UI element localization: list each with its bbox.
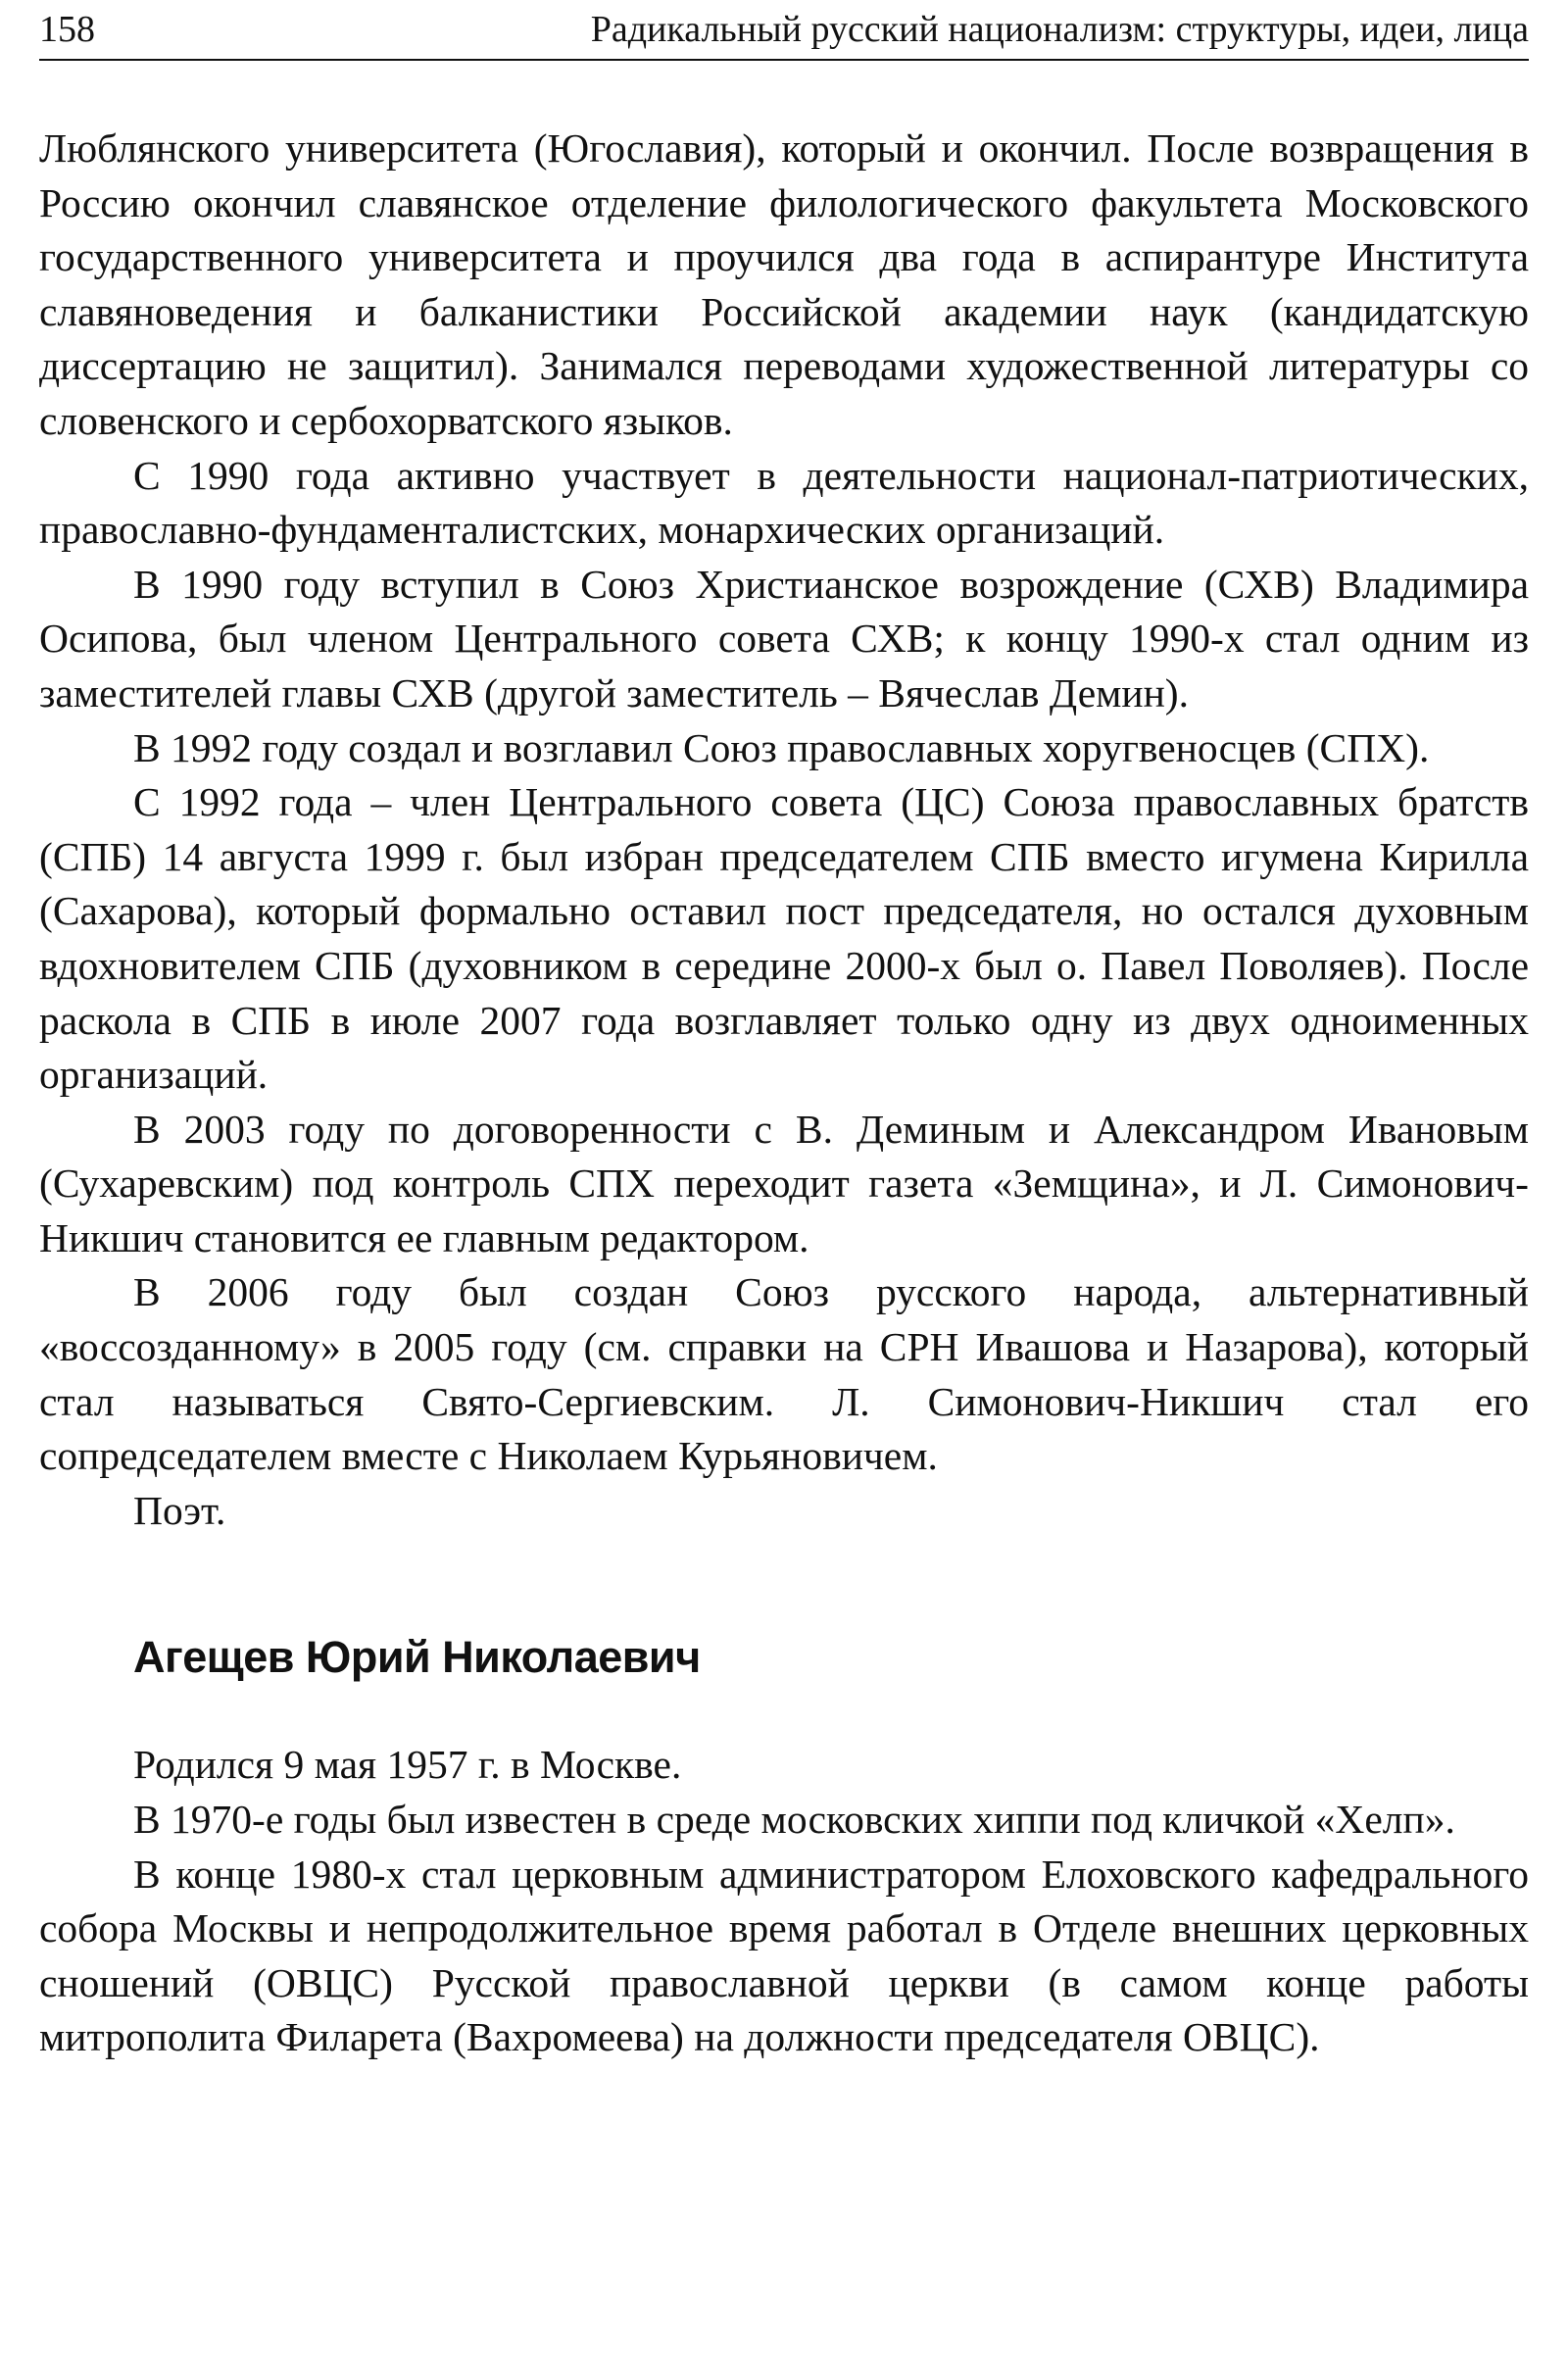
paragraph: В 1970-е годы был известен в среде московских хиппи под кличкой «Хелп». [133, 1797, 1455, 1843]
page-number: 158 [39, 9, 95, 50]
paragraph: В 2006 году был создан Союз русского народа, альтернативный «воссозданному» в 2005 году (см. справки на СРН Ивашова и Назарова), который стал называться Свято-Сергиевским. Л. Симонович-Никшич стал его сопредседателем вместе с Николаем Курьяновичем. [39, 1269, 1529, 1479]
paragraph-continued: Люблянского университета (Югославия), который и окончил. После возвращения в Россию окончил славянское отделение филологического факультета Московского государственного университета и проучился два года в аспирантуре Института славяноведения и балканистики Российской академии наук (кандидатскую диссертацию не защитил). Занимался переводами художественной литературы со словенского и сербохорватского языков. [39, 125, 1529, 443]
paragraph: С 1992 года – член Центрального совета (ЦС) Союза православных братств (СПБ) 14 августа 1999 г. был избран председателем СПБ вместо игумена Кирилла (Сахарова), который формально оставил пост председателя, но остался духовным вдохновителем СПБ (духовником в середине 2000-х был о. Павел Поволяев). После раскола в СПБ в июле 2007 года возглавляет только одну из двух одноименных организаций. [39, 779, 1529, 1098]
paragraph: С 1990 года активно участвует в деятельности национал-патриотических, православно-фундаменталистских, монархических организаций. [39, 452, 1529, 553]
running-header [39, 0, 1529, 61]
paragraph: В конце 1980-х стал церковным администратором Елоховского кафедрального собора Москвы и непродолжительное время работал в Отделе внешних церковных сношений (ОВЦС) Русской православной церкви (в самом конце работы митрополита Филарета (Вахромеева) на должности председателя ОВЦС). [39, 1851, 1529, 2060]
book-page [39, 0, 1529, 2065]
section-heading: Агещев Юрий Николаевич [133, 1632, 701, 1683]
paragraph: Родился 9 мая 1957 г. в Москве. [133, 1742, 682, 1788]
running-title: Радикальный русский национализм: структуры, идеи, лица [590, 9, 1529, 50]
paragraph: В 2003 году по договоренности с В. Деминым и Александром Ивановым (Сухаревским) под контроль СПХ переходит газета «Земщина», и Л. Симонович-Никшич становится ее главным редактором. [39, 1106, 1529, 1260]
body-text [39, 122, 1529, 2065]
paragraph: Поэт. [133, 1487, 226, 1533]
paragraph: В 1990 году вступил в Союз Христианское возрождение (СХВ) Владимира Осипова, был членом Центрального совета СХВ; к концу 1990-х стал одним из заместителей главы СХВ (другой заместитель – Вячеслав Демин). [39, 561, 1529, 716]
paragraph: В 1992 году создал и возглавил Союз православных хоругвеносцев (СПХ). [133, 724, 1430, 770]
